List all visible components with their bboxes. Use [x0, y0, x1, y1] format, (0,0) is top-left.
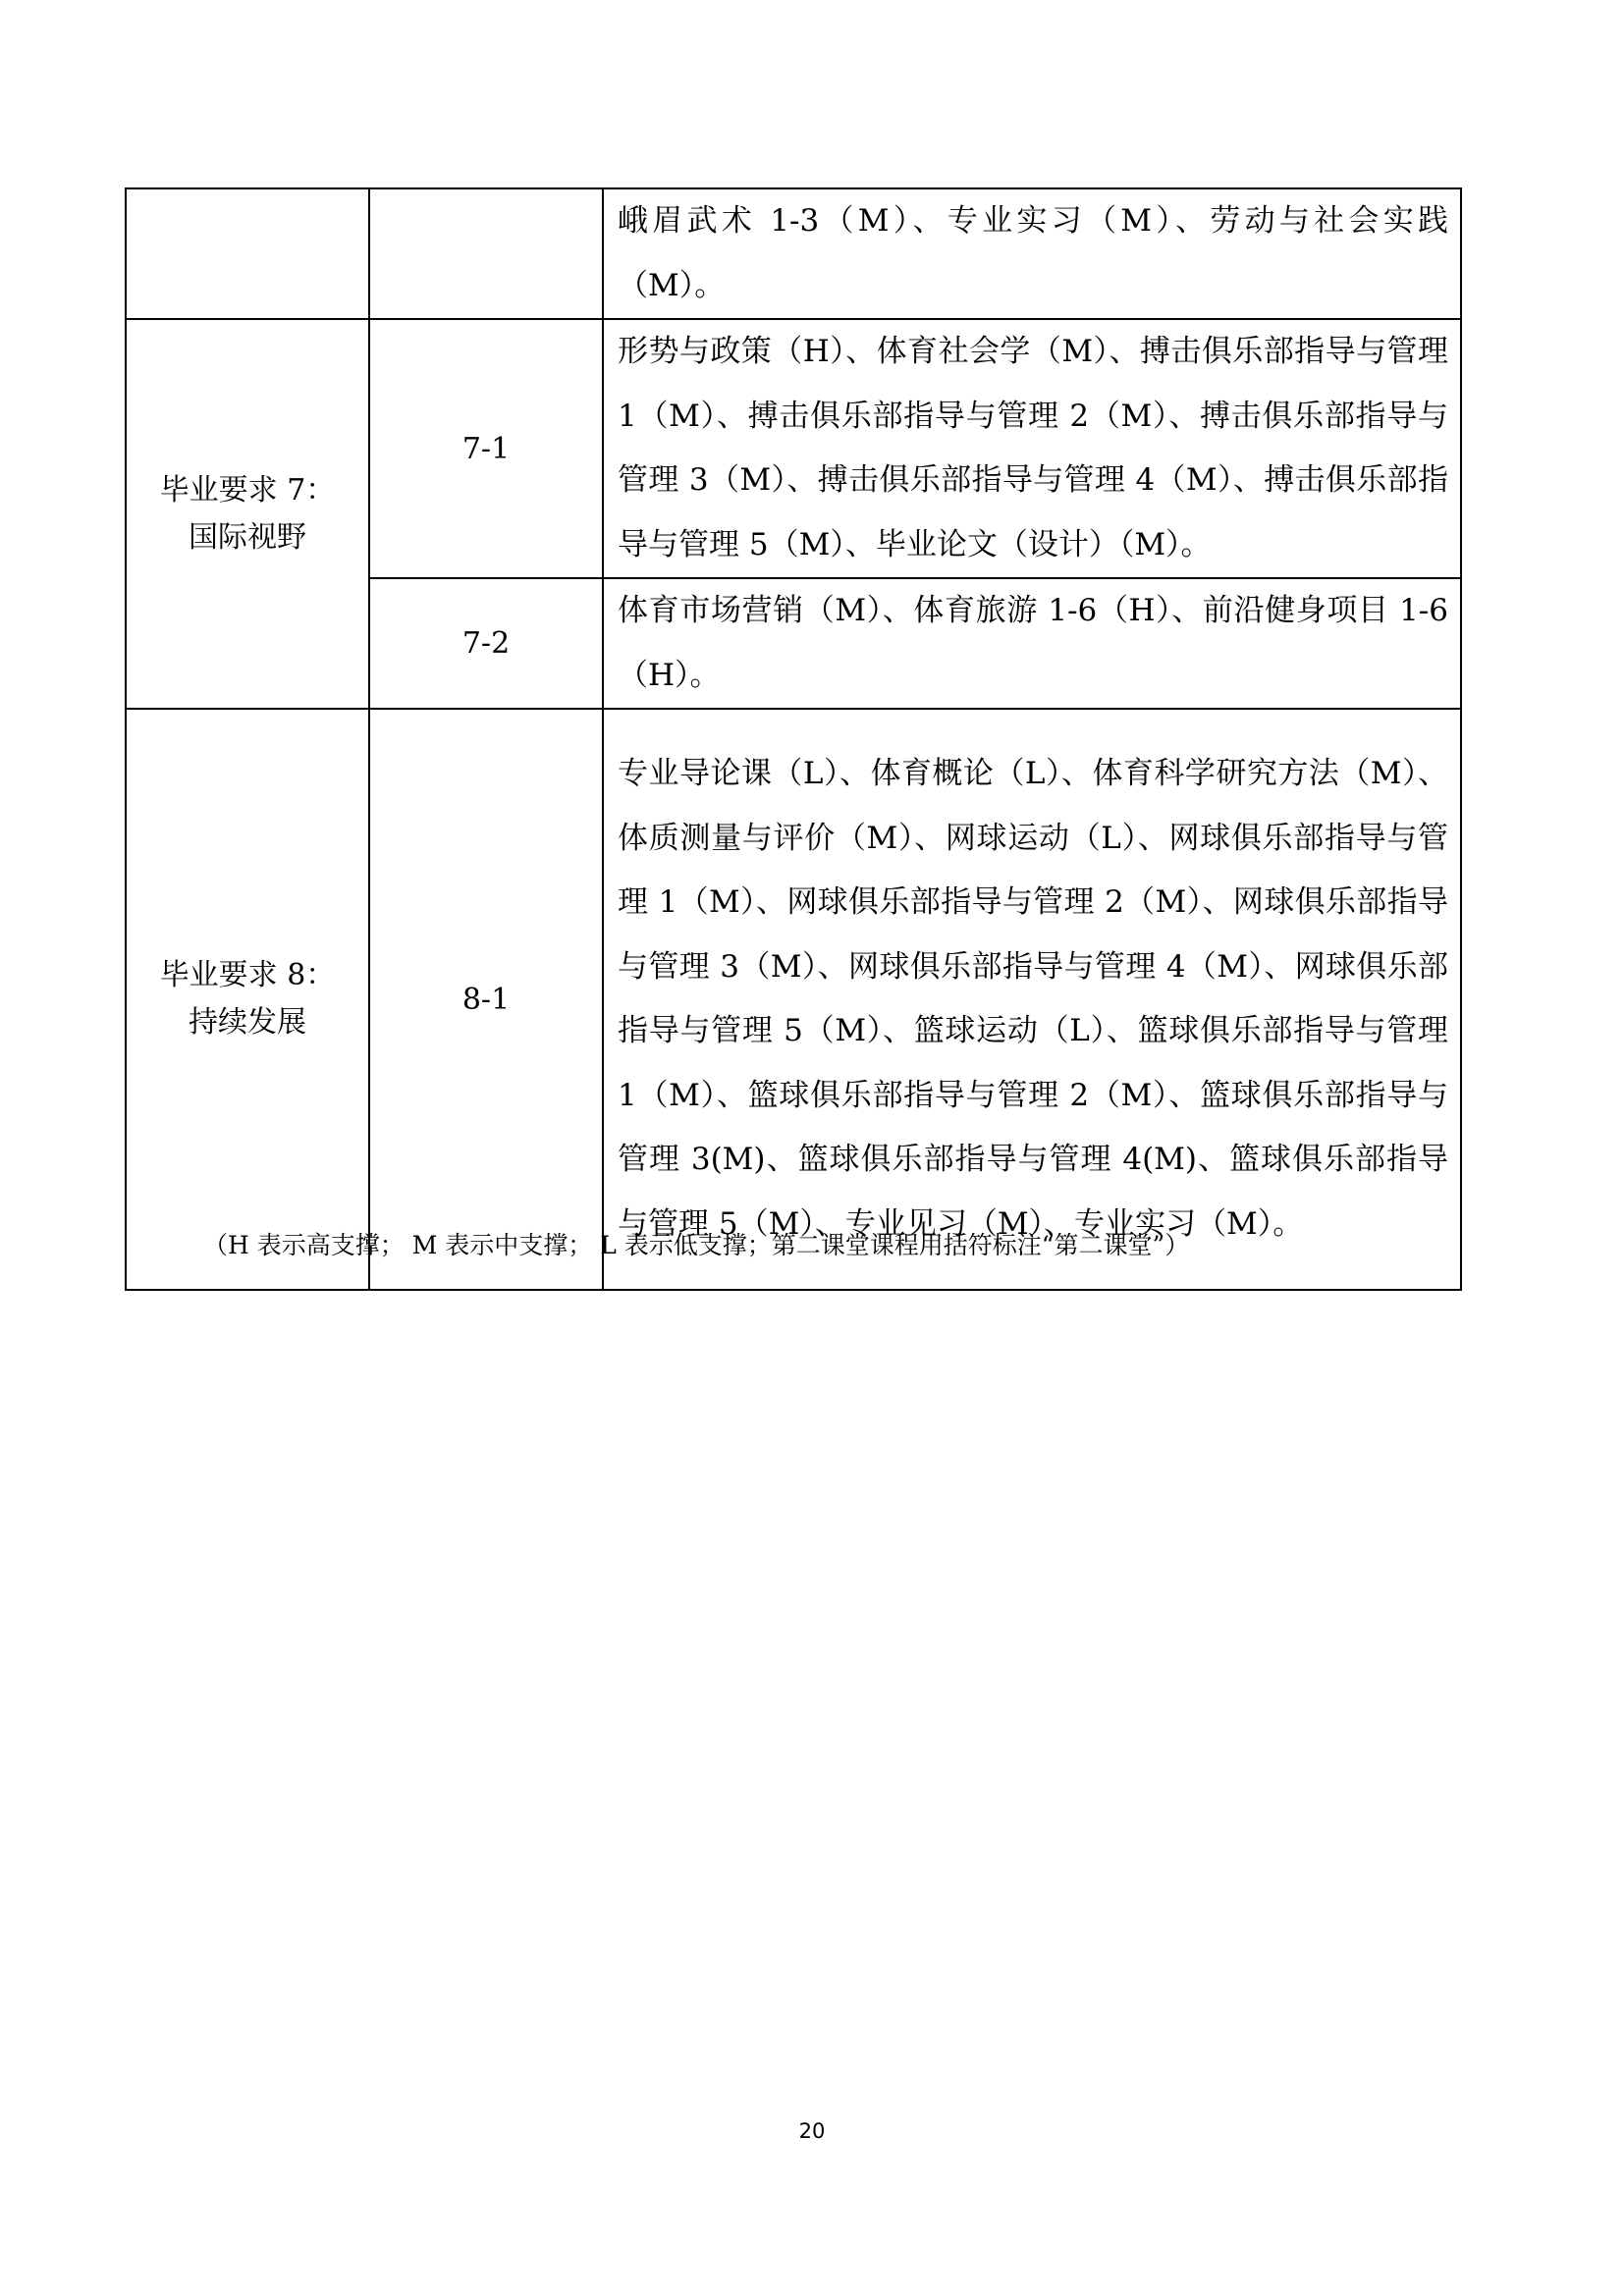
requirement-name: 国际视野: [189, 519, 306, 555]
table-footnote: （H 表示高支撑； M 表示中支撑； L 表示低支撑；第二课堂课程用括符标注“第二课堂”）: [203, 1231, 1190, 1259]
table-row: [126, 188, 1461, 319]
requirement-cell: [126, 188, 369, 319]
course-list: 峨眉武术 1-3（M）、专业实习（M）、劳动与社会实践（M）。: [603, 188, 1461, 319]
indicator-id: [369, 188, 603, 319]
page-number: 20: [798, 2119, 826, 2143]
course-list: 专业导论课（L）、体育概论（L）、体育科学研究方法（M）、体质测量与评价（M）、网球运动（L）、网球俱乐部指导与管理 1（M）、网球俱乐部指导与管理 2（M）、网球俱乐部指导与管理 3（M）、网球俱乐部指导与管理 4（M）、网球俱乐部指导与管理 5（M）、篮球运动（L）、篮球俱乐部指导与管理 1（M）、篮球俱乐部指导与管理 2（M）、篮球俱乐部指导与管理 3(M)、篮球俱乐部指导与管理 4(M)、篮球俱乐部指导与管理 5（M）、专业见习（M）、专业实习（M）。: [603, 709, 1461, 1290]
requirement-cell: [126, 709, 369, 1290]
requirement-title: 毕业要求 7：: [159, 472, 336, 507]
requirement-title: 毕业要求 8：: [159, 958, 336, 992]
course-list: 体育市场营销（M）、体育旅游 1-6（H）、前沿健身项目 1-6（H）。: [603, 578, 1461, 709]
table-row: [126, 319, 1461, 578]
indicator-id: 7-1: [369, 319, 603, 578]
indicator-id: 7-2: [369, 578, 603, 709]
requirement-cell: [126, 319, 369, 709]
requirement-name: 持续发展: [189, 1005, 306, 1040]
support-matrix-table: [125, 187, 1462, 1291]
table-row: [126, 709, 1461, 1290]
course-list: 形势与政策（H）、体育社会学（M）、搏击俱乐部指导与管理 1（M）、搏击俱乐部指导与管理 2（M）、搏击俱乐部指导与管理 3（M）、搏击俱乐部指导与管理 4（M）、搏击俱乐部指导与管理 5（M）、毕业论文（设计）（M）。: [603, 319, 1461, 578]
indicator-id: 8-1: [369, 709, 603, 1290]
